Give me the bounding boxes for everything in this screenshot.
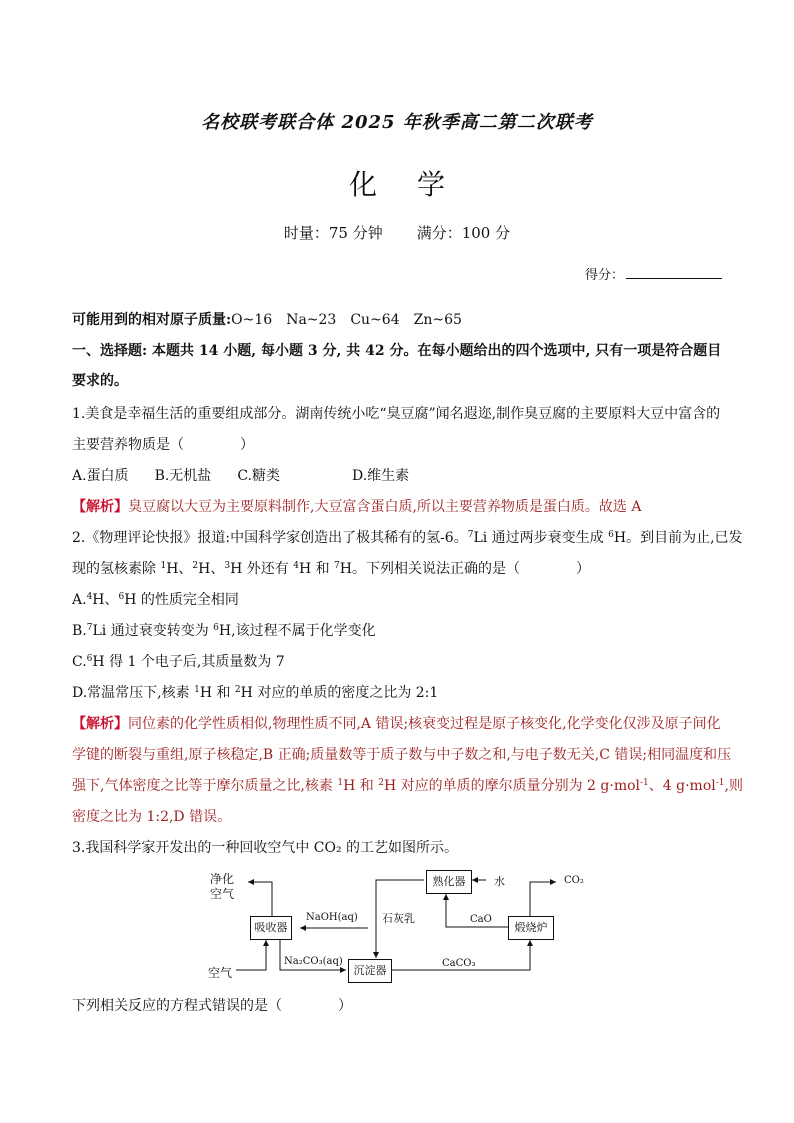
subject-title: 化学 (348, 168, 485, 201)
q1-analysis-text: 臭豆腐以大豆为主要原料制作,大豆富含蛋白质,所以主要营养物质是蛋白质。故选 A (128, 499, 642, 515)
q1-option-a: A.蛋白质 (72, 468, 129, 484)
score-blank (626, 266, 722, 279)
q2-option-d: D.常温常压下,核素 $^1$H 和 $^2$H 对应的单质的密度之比为 2:1 (72, 685, 439, 701)
label-cao: CaO (470, 914, 492, 925)
label-water: 水 (494, 875, 505, 888)
time-limit: 时量：75 分钟 (283, 224, 383, 242)
q1-option-b: B.无机盐 (154, 468, 212, 484)
q2-stem-line2: 现的氢核素除 $^1$H、$^2$H、$^3$H 外还有 $^4$H 和 $^7$H。下列相关说法正确的是（ ） (72, 561, 590, 577)
calciner-box: 煅烧炉 (508, 916, 554, 940)
q2-option-c: C.$^6$H 得 1 个电子后,其质量数为 7 (72, 654, 285, 670)
atomic-masses-label: 可能用到的相对原子质量: (72, 312, 232, 328)
q1-stem-line2: 主要营养物质是（ ） (72, 437, 254, 453)
label-clean-air-2: 空气 (210, 887, 235, 901)
label-caco3: CaCO₃ (442, 958, 476, 969)
label-co2: CO₂ (564, 875, 584, 886)
q2-analysis-line2: 学键的断裂与重组,原子核稳定,B 正确;质量数等于质子数与中子数之和,与电子数无关,C 错误;相同温度和压 (72, 747, 732, 763)
slaker-box: 熟化器 (426, 870, 472, 894)
q1-options (72, 466, 409, 486)
q2-analysis-line4: 密度之比为 1:2,D 错误。 (72, 809, 232, 825)
q1-stem-line1: 1.美食是幸福生活的重要组成部分。湖南传统小吃“臭豆腐”闻名遐迩,制作臭豆腐的主要原料大豆中富含的 (72, 406, 721, 422)
q3-stem: 3.我国科学家开发出的一种回收空气中 CO₂ 的工艺如图所示。 (72, 840, 459, 856)
q2-option-a: A.$^4$H、$^6$H 的性质完全相同 (72, 592, 239, 608)
q2-analysis-line1: 【解析】同位素的化学性质相似,物理性质不同,A 错误;核衰变过程是原子核变化,化学变化仅涉及原子间化 (72, 716, 721, 732)
full-score: 满分：100 分 (416, 224, 511, 242)
q1-option-d: D.维生素 (351, 468, 410, 484)
label-na2co3: Na₂CO₃(aq) (284, 956, 343, 967)
absorber-box: 吸收器 (250, 916, 292, 940)
exam-title: 名校联考联合体 2025 年秋季高二第二次联考 (201, 112, 593, 133)
label-naoh: NaOH(aq) (306, 912, 358, 923)
q1-analysis-tag: 【解析】 (72, 499, 128, 515)
q2-analysis-line3: 强下,气体密度之比等于摩尔质量之比,核素 $^1$H 和 $^2$H 对应的单质的摩尔质量分别为 2 g·mol$^{-1}$、4 g·mol$^{-1}$,则 (72, 778, 743, 794)
label-air: 空气 (208, 966, 233, 980)
q3-question: 下列相关反应的方程式错误的是（ ） (72, 998, 352, 1014)
section1-instructions-line2: 要求的。 (72, 373, 128, 389)
atomic-masses-values: O~16 Na~23 Cu~64 Zn~65 (231, 312, 462, 328)
label-limewater: 石灰乳 (382, 912, 415, 925)
q2-analysis-tag: 【解析】 (72, 716, 128, 732)
q2-stem-line1: 2.《物理评论快报》报道:中国科学家创造出了极其稀有的氢-6。$^7$Li 通过两步衰变生成 $^6$H。到目前为止,已发 (72, 530, 743, 546)
q2-option-b: B.$^7$Li 通过衰变转变为 $^6$H,该过程不属于化学变化 (72, 623, 376, 639)
section1-instructions-line1: 一、选择题: 本题共 14 小题, 每小题 3 分, 共 42 分。在每小题给出的四个选项中, 只有一项是符合题目 (72, 343, 722, 359)
label-clean-air-1: 净化 (210, 872, 235, 886)
exam-time-info (0, 222, 794, 243)
score-field (585, 264, 722, 283)
q1-analysis (72, 497, 641, 517)
atomic-masses (72, 310, 462, 330)
score-label: 得分： (584, 268, 624, 283)
q1-option-c: C.糖类 (237, 468, 280, 484)
settler-box: 沉淀器 (348, 959, 392, 983)
co2-recovery-process-diagram (196, 866, 596, 990)
